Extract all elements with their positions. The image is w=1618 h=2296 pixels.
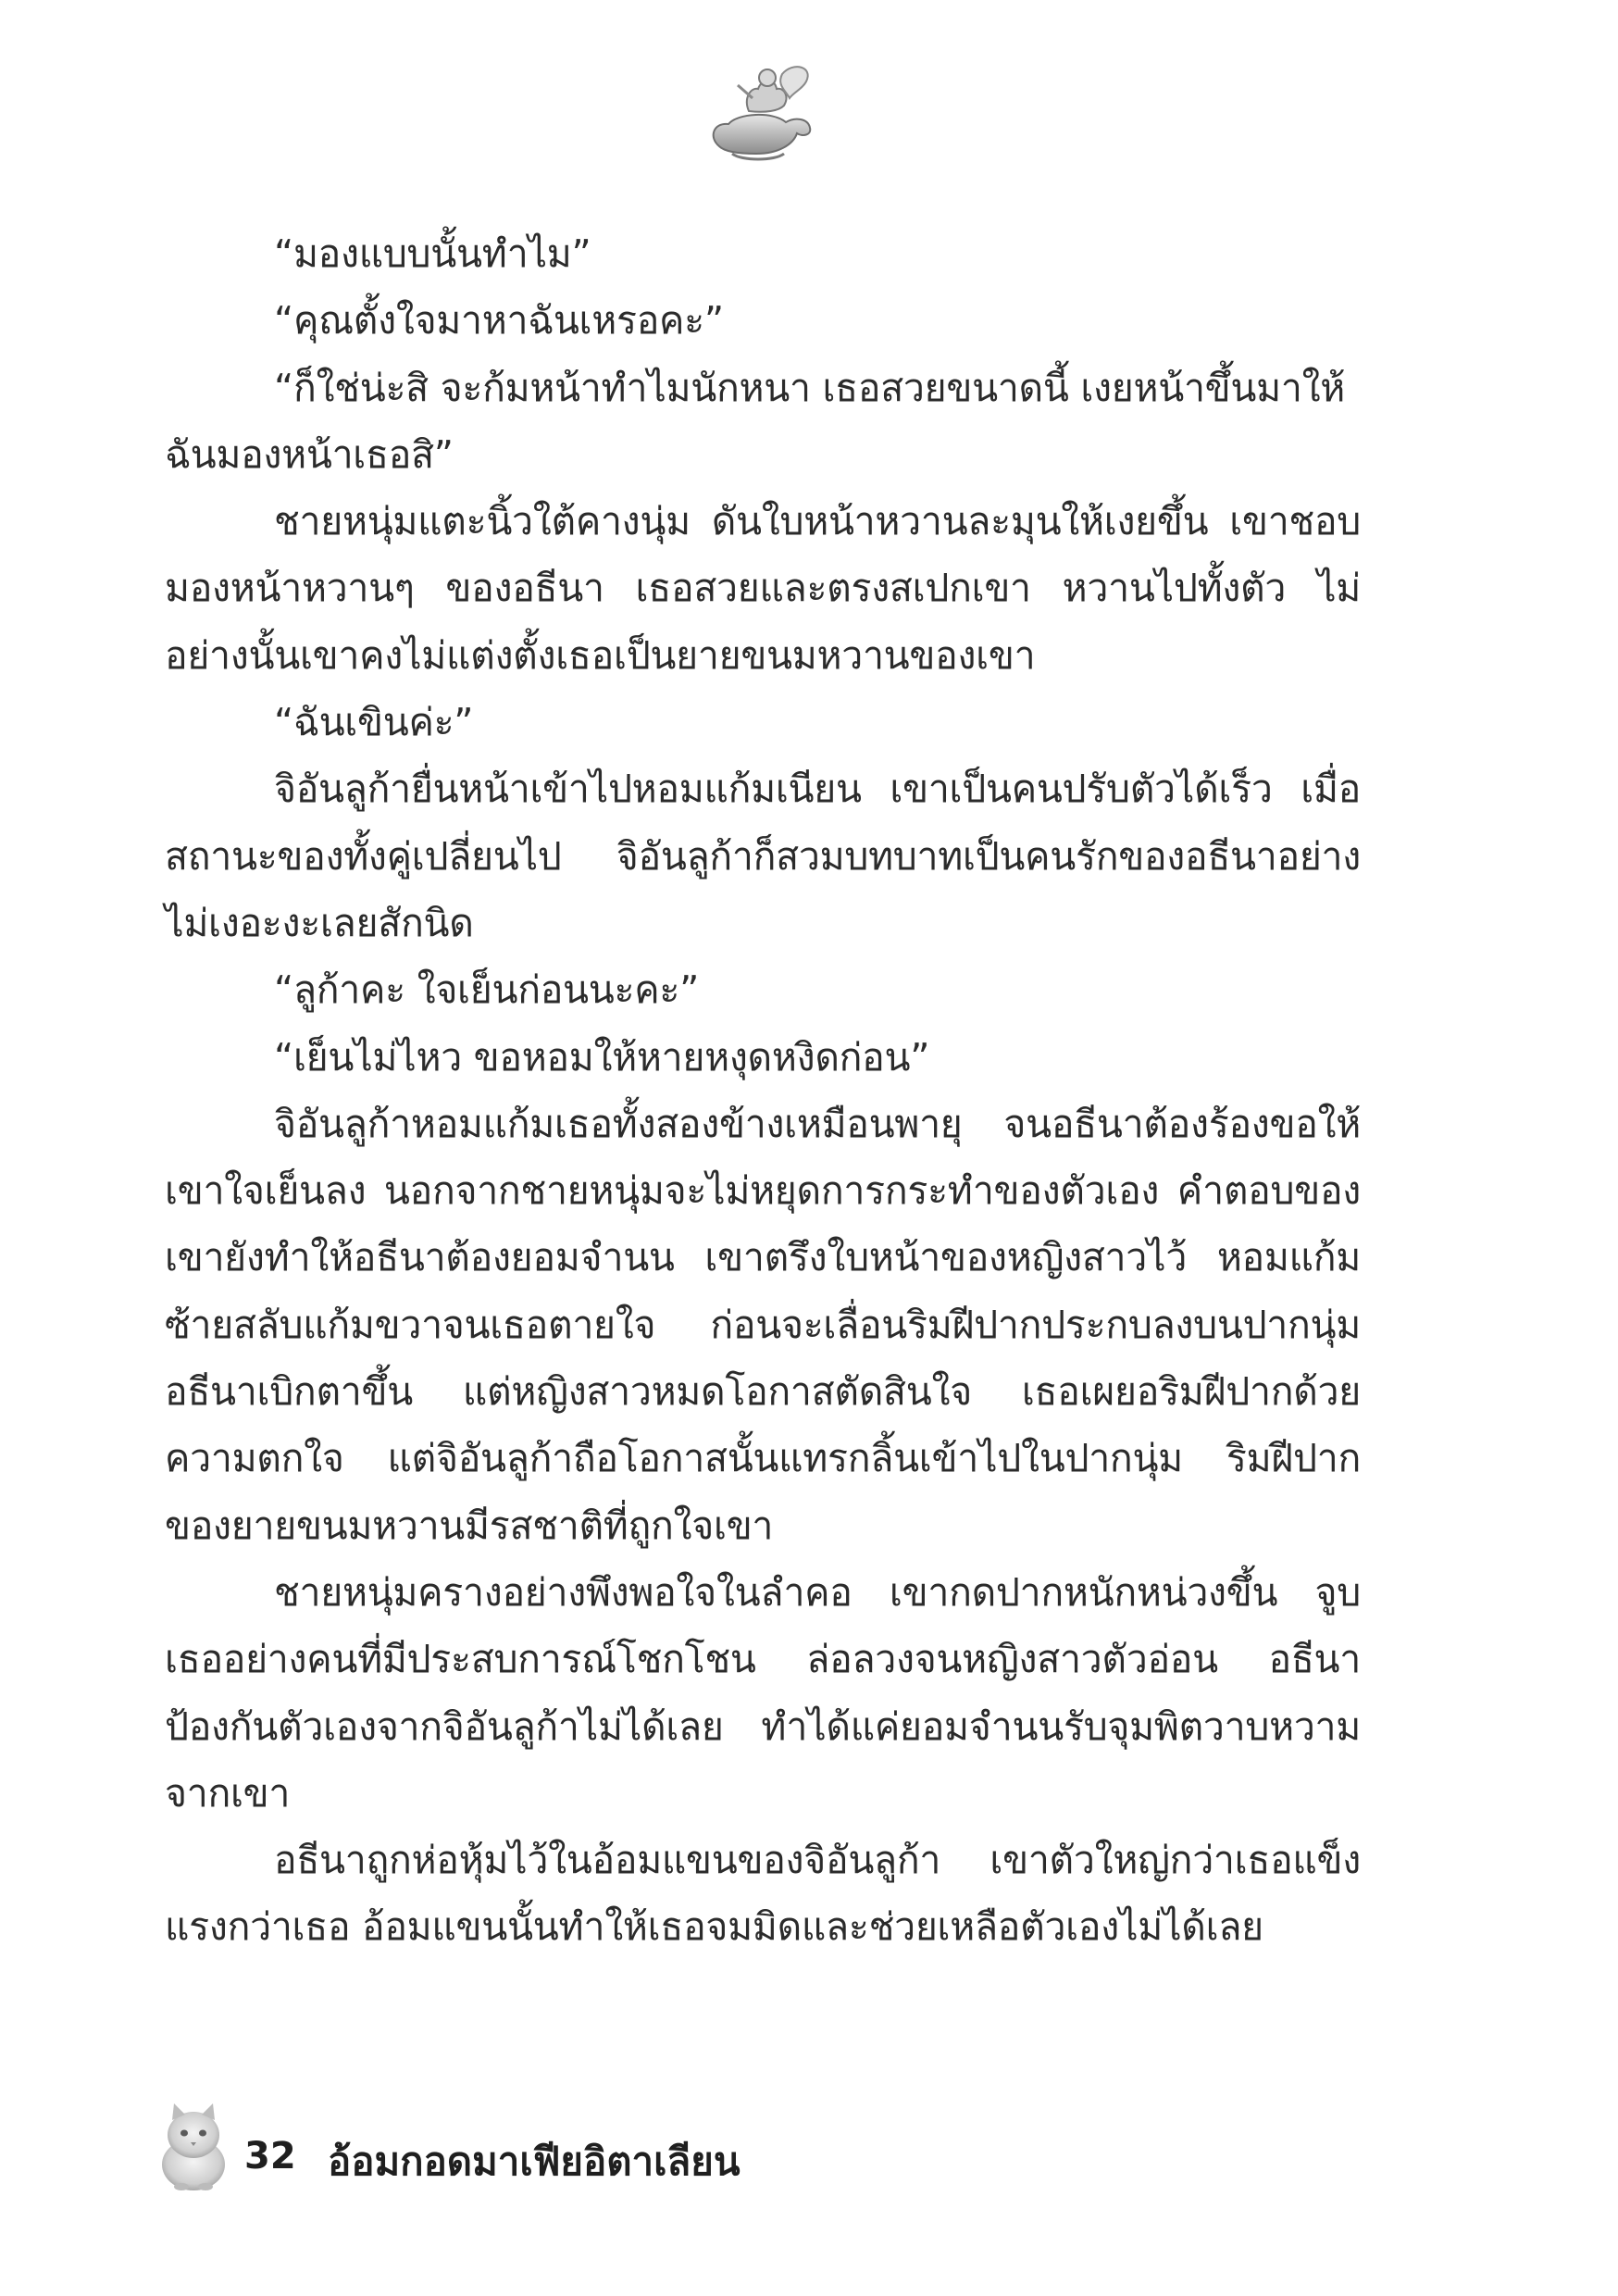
body-text [165,220,1361,1961]
paragraph: “มองแบบนั้นทำไม” [274,231,591,276]
paragraph: “ฉันเขินค่ะ” [274,700,474,745]
paragraph: “ลูก้าคะ ใจเย็นก่อนนะคะ” [274,967,700,1013]
book-title: อ้อมกอดมาเฟียอิตาเลียน [328,2139,741,2184]
paragraph: ชายหนุ่มครางอย่างพึงพอใจในลำคอ เขากดปากหนักหน่วงขึ้น จูบเธออย่างคนที่มีประสบการณ์โชกโชน ล่อลวงจนหญิงสาวตัวอ่อน อธีนาป้องกันตัวเองจากจิอันลูก้าไม่ได้เลย ทำได้แค่ยอมจำนนรับจุมพิตวาบหวามจากเขา [165,1569,1361,1816]
paragraph: จิอันลูก้าหอมแก้มเธอทั้งสองข้างเหมือนพายุ จนอธีนาต้องร้องขอให้เขาใจเย็นลง นอกจากชายหนุ่มจะไม่หยุดการกระทำของตัวเอง คำตอบของเขายังทำให้อธีนาต้องยอมจำนน เขาตรึงใบหน้าของหญิงสาวไว้ หอมแก้มซ้ายสลับแก้มขวาจนเธอตายใจ ก่อนจะเลื่อนริมฝีปากประกบลงบนปากนุ่ม อธีนาเบิกตาขึ้น แต่หญิงสาวหมดโอกาสตัดสินใจ เธอเผยอริมฝีปากด้วยความตกใจ แต่จิอันลูก้าถือโอกาสนั้นแทรกลิ้นเข้าไปในปากนุ่ม ริมฝีปากของยายขนมหวานมีรสชาติที่ถูกใจเขา [165,1101,1361,1548]
page-footer [156,2100,989,2202]
page-number: 32 [244,2135,296,2177]
paragraph: “คุณตั้งใจมาหาฉันเหรอคะ” [274,298,724,343]
paragraph: “ก็ใช่น่ะสิ จะก้มหน้าทำไมนักหนา เธอสวยขนาดนี้ เงยหน้าขึ้นมาให้ฉันมองหน้าเธอสิ” [165,365,1346,477]
paragraph: อธีนาถูกห่อหุ้มไว้ในอ้อมแขนของจิอันลูก้า เขาตัวใหญ่กว่าเธอแข็งแรงกว่าเธอ อ้อมแขนนั้นทำให้เธอจมมิดและช่วยเหลือตัวเองไม่ได้เลย [165,1838,1361,1950]
paragraph: จิอันลูก้ายื่นหน้าเข้าไปหอมแก้มเนียน เขาเป็นคนปรับตัวได้เร็ว เมื่อสถานะของทั้งคู่เปลี่ยนไป จิอันลูก้าก็สวมบทบาทเป็นคนรักของอธีนาอย่างไม่เงอะงะเลยสักนิด [165,767,1361,945]
paragraph: “เย็นไม่ไหว ขอหอมให้หายหงุดหงิดก่อน” [274,1034,930,1079]
cupid-teapot-ornament-icon [701,57,821,168]
paragraph: ชายหนุ่มแตะนิ้วใต้คางนุ่ม ดันใบหน้าหวานละมุนให้เงยขึ้น เขาชอบมองหน้าหวานๆ ของอธีนา เธอสวยและตรงสเปกเขา หวานไปทั้งตัว ไม่อย่างนั้นเขาคงไม่แต่งตั้งเธอเป็นยายขนมหวานของเขา [165,499,1361,678]
persian-cat-icon [156,2100,231,2192]
